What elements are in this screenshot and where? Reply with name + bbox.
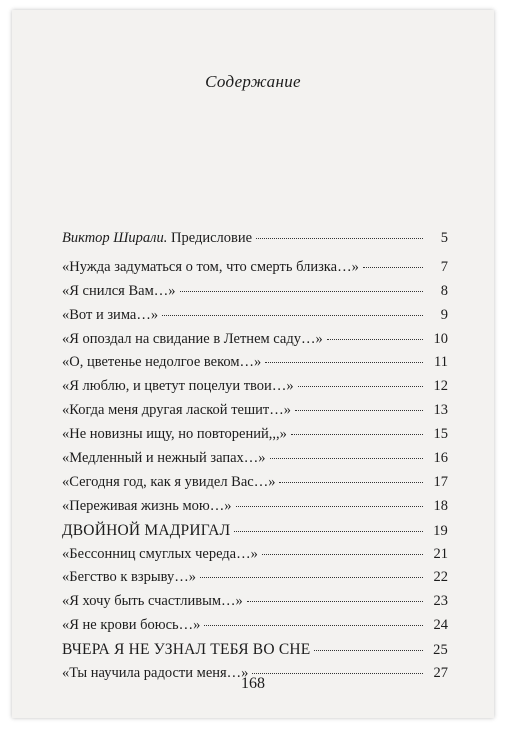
dot-leader <box>247 601 423 602</box>
toc-entry <box>62 402 448 426</box>
toc-entry <box>62 617 448 641</box>
toc-entry-title: «Бессонниц смуглых череда…» <box>62 545 258 562</box>
dot-leader <box>252 673 423 674</box>
toc-entry <box>62 593 448 617</box>
dot-leader <box>298 386 423 387</box>
toc-page-number: 11 <box>434 354 448 371</box>
toc-page-number: 12 <box>433 378 448 395</box>
toc-entry-title: ДВОЙНОЙ МАДРИГАЛ <box>62 521 231 539</box>
dot-leader <box>262 554 423 555</box>
toc-entry-title: «Я люблю, и цветут поцелуи твои…» <box>62 378 294 395</box>
toc-page-number: 15 <box>433 426 448 443</box>
dot-leader <box>363 267 423 268</box>
dot-leader <box>327 339 423 340</box>
toc-entry <box>62 569 448 593</box>
toc-entry-title: «Я хочу быть счастливым…» <box>62 593 243 610</box>
toc-entry-title: «Нужда задуматься о том, что смерть близка…» <box>62 258 359 275</box>
page-number: 168 <box>241 675 265 692</box>
toc-page-number: 7 <box>440 258 448 275</box>
toc-page-number: 9 <box>440 306 448 323</box>
author-name: Виктор Ширали. <box>62 230 168 246</box>
dot-leader <box>256 238 423 239</box>
toc-page-number: 24 <box>433 617 448 634</box>
toc-entry-title: «Ты научила радости меня…» <box>62 665 249 682</box>
toc-entry <box>62 641 448 665</box>
toc-entry-title: «Не новизны ищу, но повторений,,,» <box>62 426 287 443</box>
toc-entry <box>62 474 448 498</box>
dot-leader <box>162 315 423 316</box>
toc-entry <box>62 450 448 474</box>
toc-page-number: 19 <box>433 522 448 539</box>
toc-page-number: 17 <box>433 473 448 490</box>
toc-entry-preface <box>62 230 448 254</box>
toc-page-number: 10 <box>433 330 448 347</box>
toc-entry <box>62 426 448 450</box>
toc-entry-title: «Медленный и нежный запах…» <box>62 450 266 467</box>
toc-entry-title: «Я снился Вам…» <box>62 282 176 299</box>
toc-entry <box>62 259 448 283</box>
toc-entry-title: «Я опоздал на свидание в Летнем саду…» <box>62 330 323 347</box>
dot-leader <box>314 650 423 651</box>
toc-entry <box>62 283 448 307</box>
dot-leader <box>180 291 423 292</box>
toc-entry-title: ВЧЕРА Я НЕ УЗНАЛ ТЕБЯ ВО СНЕ <box>62 641 311 659</box>
toc-entry <box>62 522 448 546</box>
toc-page-number: 22 <box>433 569 448 586</box>
toc-entry-title: «Бегство к взрыву…» <box>62 569 196 586</box>
toc-entry <box>62 546 448 570</box>
toc-page-number: 21 <box>433 545 448 562</box>
table-of-contents <box>62 230 448 689</box>
dot-leader <box>291 434 423 435</box>
toc-entry <box>62 498 448 522</box>
toc-page-number: 18 <box>433 497 448 514</box>
toc-entry <box>62 378 448 402</box>
dot-leader <box>265 362 423 363</box>
toc-page-number: 16 <box>433 450 448 467</box>
toc-entry <box>62 307 448 331</box>
toc-page-number: 27 <box>433 665 448 682</box>
page-title: Содержание <box>205 72 301 91</box>
dot-leader <box>279 482 423 483</box>
dot-leader <box>295 410 423 411</box>
dot-leader <box>270 458 423 459</box>
dot-leader <box>234 531 423 532</box>
toc-entry <box>62 331 448 355</box>
toc-list <box>62 259 448 689</box>
toc-page-number: 23 <box>433 593 448 610</box>
toc-entry-title: «Вот и зима…» <box>62 306 159 323</box>
dot-leader <box>200 577 423 578</box>
toc-entry-title: «Переживая жизнь мою…» <box>62 497 232 514</box>
book-page <box>12 10 494 718</box>
toc-entry <box>62 354 448 378</box>
toc-entry-title: «Я не крови боюсь…» <box>62 617 201 634</box>
toc-page-number: 25 <box>433 642 448 659</box>
toc-page-number: 5 <box>440 230 448 246</box>
dot-leader <box>204 625 423 626</box>
toc-entry-title: «Когда меня другая лаской тешит…» <box>62 402 291 419</box>
dot-leader <box>236 506 423 507</box>
toc-entry-title: «О, цветенье недолгое веком…» <box>62 354 262 371</box>
toc-page-number: 13 <box>433 402 448 419</box>
toc-page-number: 8 <box>440 282 448 299</box>
toc-entry-title: «Сегодня год, как я увидел Вас…» <box>62 473 276 490</box>
toc-entry-title: Предисловие <box>171 230 253 246</box>
